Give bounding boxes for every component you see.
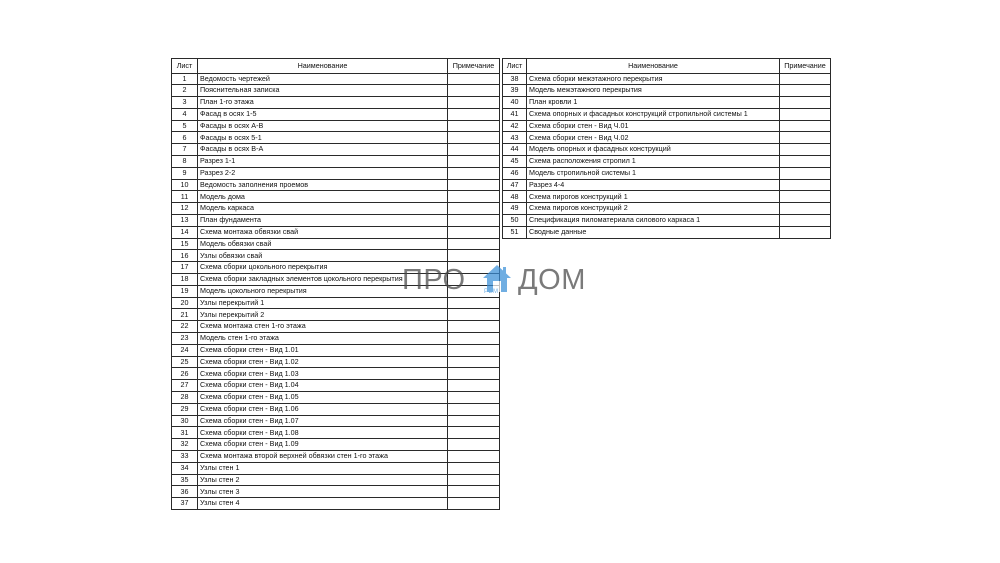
sheet-note — [780, 167, 831, 179]
sheet-title: Узлы стен 3 — [198, 486, 448, 498]
table-row — [172, 368, 500, 380]
sheet-title: Ведомость чертежей — [198, 73, 448, 85]
table-row — [172, 85, 500, 97]
sheet-title: План фундамента — [198, 215, 448, 227]
sheet-number: 6 — [172, 132, 198, 144]
table-row — [503, 108, 831, 120]
sheet-note — [448, 97, 500, 109]
sheet-title: План кровли 1 — [527, 97, 780, 109]
table-row — [172, 474, 500, 486]
sheet-title: Схема сборки стен - Вид 1.08 — [198, 427, 448, 439]
sheet-title: Фасад в осях 1-5 — [198, 108, 448, 120]
sheet-title: Модель опорных и фасадных конструкций — [527, 144, 780, 156]
sheet-number: 50 — [503, 215, 527, 227]
sheet-note — [448, 85, 500, 97]
sheet-title: Модель стропильной системы 1 — [527, 167, 780, 179]
sheet-note — [448, 132, 500, 144]
sheet-title: Схема пирогов конструкций 2 — [527, 203, 780, 215]
table-row — [503, 120, 831, 132]
sheet-number: 12 — [172, 203, 198, 215]
drawings-register-table-right — [502, 58, 831, 239]
header-note: Примечание — [448, 59, 500, 74]
sheet-note — [448, 108, 500, 120]
sheet-number: 5 — [172, 120, 198, 132]
sheet-note — [448, 238, 500, 250]
sheet-number: 45 — [503, 156, 527, 168]
sheet-note — [448, 356, 500, 368]
table-row — [503, 144, 831, 156]
table-row — [172, 215, 500, 227]
sheet-number: 7 — [172, 144, 198, 156]
sheet-note — [448, 392, 500, 404]
sheet-number: 37 — [172, 498, 198, 510]
sheet-title: Фасады в осях А-В — [198, 120, 448, 132]
table-row — [172, 356, 500, 368]
sheet-title: Схема опорных и фасадных конструкций стропильной системы 1 — [527, 108, 780, 120]
sheet-title: Фасады в осях В-А — [198, 144, 448, 156]
sheet-note — [780, 203, 831, 215]
table-row — [503, 73, 831, 85]
sheet-note — [448, 120, 500, 132]
sheet-title: Схема монтажа обвязки свай — [198, 226, 448, 238]
sheet-number: 48 — [503, 191, 527, 203]
sheet-number: 39 — [503, 85, 527, 97]
sheet-number: 21 — [172, 309, 198, 321]
sheet-number: 10 — [172, 179, 198, 191]
sheet-number: 1 — [172, 73, 198, 85]
sheet-number: 42 — [503, 120, 527, 132]
table-row — [172, 486, 500, 498]
sheet-number: 27 — [172, 380, 198, 392]
sheet-note — [780, 97, 831, 109]
sheet-note — [780, 108, 831, 120]
sheet-note — [448, 498, 500, 510]
sheet-note — [448, 462, 500, 474]
sheet-note — [780, 85, 831, 97]
watermark-text-left: ПРО — [402, 264, 466, 296]
sheet-note — [780, 215, 831, 227]
sheet-title: Ведомость заполнения проемов — [198, 179, 448, 191]
sheet-number: 44 — [503, 144, 527, 156]
sheet-note — [448, 333, 500, 345]
table-row — [172, 97, 500, 109]
table-row — [503, 132, 831, 144]
table-row — [172, 403, 500, 415]
sheet-number: 43 — [503, 132, 527, 144]
sheet-note — [448, 427, 500, 439]
sheet-note — [448, 403, 500, 415]
sheet-note — [448, 309, 500, 321]
sheet-number: 26 — [172, 368, 198, 380]
table-row — [172, 344, 500, 356]
sheet-note — [780, 156, 831, 168]
table-row — [172, 167, 500, 179]
sheet-number: 15 — [172, 238, 198, 250]
sheet-number: 38 — [503, 73, 527, 85]
sheet-number: 2 — [172, 85, 198, 97]
sheet-note — [448, 144, 500, 156]
table-row — [172, 380, 500, 392]
sheet-title: Узлы перекрытий 1 — [198, 297, 448, 309]
sheet-title: Модель обвязки свай — [198, 238, 448, 250]
sheet-number: 19 — [172, 285, 198, 297]
sheet-note — [448, 156, 500, 168]
header-sheet: Лист — [503, 59, 527, 74]
sheet-number: 41 — [503, 108, 527, 120]
sheet-number: 32 — [172, 439, 198, 451]
header-name: Наименование — [198, 59, 448, 74]
sheet-note — [448, 167, 500, 179]
sheet-note — [780, 226, 831, 238]
sheet-number: 18 — [172, 274, 198, 286]
table-row — [503, 97, 831, 109]
sheet-title: Схема сборки стен - Вид 1.04 — [198, 380, 448, 392]
header-name: Наименование — [527, 59, 780, 74]
sheet-title: Схема сборки закладных элементов цокольного перекрытия — [198, 274, 448, 286]
sheet-note — [448, 415, 500, 427]
sheet-number: 28 — [172, 392, 198, 404]
sheet-title: Фасады в осях 5-1 — [198, 132, 448, 144]
sheet-title: Разрез 4-4 — [527, 179, 780, 191]
sheet-title: Узлы стен 1 — [198, 462, 448, 474]
table-row — [172, 451, 500, 463]
header-sheet: Лист — [172, 59, 198, 74]
sheet-note — [448, 203, 500, 215]
sheet-title: Узлы перекрытий 2 — [198, 309, 448, 321]
sheet-title: Модель цокольного перекрытия — [198, 285, 448, 297]
sheet-note — [448, 250, 500, 262]
sheet-note — [780, 73, 831, 85]
sheet-note — [448, 439, 500, 451]
table-row — [503, 191, 831, 203]
sheet-number: 11 — [172, 191, 198, 203]
sheet-title: Схема сборки стен - Вид 1.02 — [198, 356, 448, 368]
table-row — [172, 427, 500, 439]
sheet-number: 20 — [172, 297, 198, 309]
sheet-note — [448, 474, 500, 486]
table-row — [172, 321, 500, 333]
sheet-number: 31 — [172, 427, 198, 439]
sheet-title: Пояснительная записка — [198, 85, 448, 97]
sheet-note — [780, 191, 831, 203]
sheet-title: Схема сборки стен - Вид 1.01 — [198, 344, 448, 356]
sheet-title: Модель стен 1-го этажа — [198, 333, 448, 345]
sheet-title: План 1-го этажа — [198, 97, 448, 109]
table-row — [503, 215, 831, 227]
sheet-title: Спецификация пиломатериала силового каркаса 1 — [527, 215, 780, 227]
sheet-note — [448, 179, 500, 191]
sheet-title: Схема сборки стен - Вид 1.06 — [198, 403, 448, 415]
sheet-title: Узлы обвязки свай — [198, 250, 448, 262]
sheet-note — [448, 226, 500, 238]
sheet-note — [780, 144, 831, 156]
table-row — [503, 85, 831, 97]
sheet-title: Разрез 1-1 — [198, 156, 448, 168]
sheet-number: 14 — [172, 226, 198, 238]
sheet-title: Узлы стен 2 — [198, 474, 448, 486]
sheet-number: 47 — [503, 179, 527, 191]
sheet-number: 35 — [172, 474, 198, 486]
table-row — [172, 392, 500, 404]
table-row — [172, 250, 500, 262]
sheet-title: Модель межэтажного перекрытия — [527, 85, 780, 97]
watermark-subtext: РЕМ — [484, 289, 499, 295]
sheet-note — [448, 368, 500, 380]
table-row — [503, 156, 831, 168]
sheet-note — [780, 132, 831, 144]
table-row — [172, 309, 500, 321]
table-row — [172, 144, 500, 156]
sheet-title: Узлы стен 4 — [198, 498, 448, 510]
sheet-title: Схема монтажа второй верхней обвязки стен 1-го этажа — [198, 451, 448, 463]
table-row — [172, 333, 500, 345]
sheet-number: 29 — [172, 403, 198, 415]
watermark-text-right: ДОМ — [518, 264, 586, 296]
sheet-note — [780, 120, 831, 132]
table-row — [172, 179, 500, 191]
sheet-title: Схема пирогов конструкций 1 — [527, 191, 780, 203]
table-row — [172, 73, 500, 85]
table-row — [503, 226, 831, 238]
sheet-number: 23 — [172, 333, 198, 345]
table-row — [172, 191, 500, 203]
sheet-title: Разрез 2-2 — [198, 167, 448, 179]
table-row — [172, 462, 500, 474]
table-row — [172, 203, 500, 215]
watermark-logo — [402, 263, 602, 301]
sheet-title: Модель дома — [198, 191, 448, 203]
sheet-note — [448, 380, 500, 392]
sheet-title: Схема сборки стен - Вид 1.09 — [198, 439, 448, 451]
table-row — [172, 132, 500, 144]
sheet-title: Схема сборки стен - Вид Ч.02 — [527, 132, 780, 144]
sheet-title: Схема сборки стен - Вид 1.05 — [198, 392, 448, 404]
sheet-note — [448, 486, 500, 498]
sheet-title: Схема расположения стропил 1 — [527, 156, 780, 168]
sheet-note — [448, 215, 500, 227]
sheet-note — [448, 321, 500, 333]
sheet-number: 25 — [172, 356, 198, 368]
sheet-number: 16 — [172, 250, 198, 262]
header-note: Примечание — [780, 59, 831, 74]
table-row — [172, 498, 500, 510]
sheet-number: 13 — [172, 215, 198, 227]
sheet-note — [780, 179, 831, 191]
table-row — [172, 156, 500, 168]
sheet-note — [448, 451, 500, 463]
sheet-title: Модель каркаса — [198, 203, 448, 215]
table-header-row — [172, 59, 500, 74]
sheet-number: 24 — [172, 344, 198, 356]
sheet-note — [448, 344, 500, 356]
sheet-title: Схема сборки стен - Вид 1.07 — [198, 415, 448, 427]
sheet-number: 49 — [503, 203, 527, 215]
table-row — [503, 203, 831, 215]
table-row — [503, 179, 831, 191]
sheet-number: 40 — [503, 97, 527, 109]
sheet-title: Сводные данные — [527, 226, 780, 238]
sheet-title: Схема монтажа стен 1-го этажа — [198, 321, 448, 333]
sheet-number: 3 — [172, 97, 198, 109]
sheet-number: 30 — [172, 415, 198, 427]
sheet-note — [448, 73, 500, 85]
sheet-number: 8 — [172, 156, 198, 168]
sheet-number: 17 — [172, 262, 198, 274]
table-row — [172, 226, 500, 238]
table-header-row — [503, 59, 831, 74]
sheet-title: Схема сборки межэтажного перекрытия — [527, 73, 780, 85]
table-row — [172, 439, 500, 451]
table-row — [172, 120, 500, 132]
sheet-number: 9 — [172, 167, 198, 179]
sheet-number: 46 — [503, 167, 527, 179]
sheet-number: 34 — [172, 462, 198, 474]
table-row — [172, 108, 500, 120]
sheet-number: 51 — [503, 226, 527, 238]
sheet-number: 36 — [172, 486, 198, 498]
sheet-note — [448, 191, 500, 203]
sheet-number: 4 — [172, 108, 198, 120]
sheet-title: Схема сборки стен - Вид Ч.01 — [527, 120, 780, 132]
table-row — [172, 238, 500, 250]
sheet-title: Схема сборки цокольного перекрытия — [198, 262, 448, 274]
table-row — [172, 415, 500, 427]
sheet-number: 22 — [172, 321, 198, 333]
table-row — [503, 167, 831, 179]
sheet-number: 33 — [172, 451, 198, 463]
sheet-title: Схема сборки стен - Вид 1.03 — [198, 368, 448, 380]
